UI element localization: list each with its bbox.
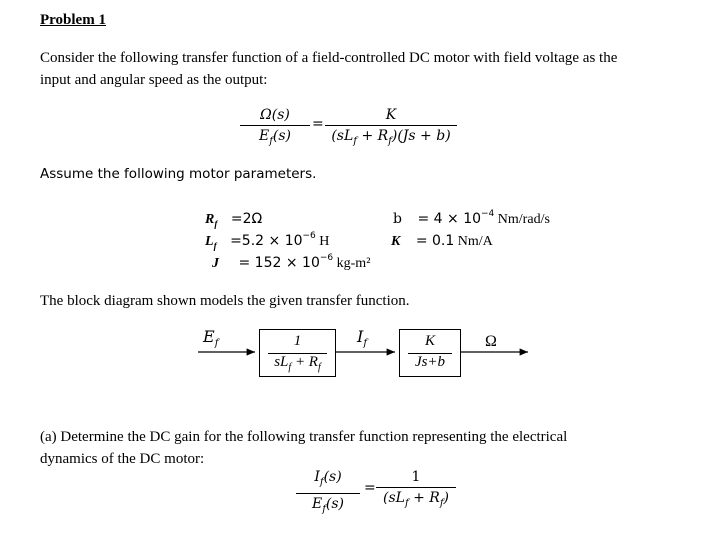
param-j: $J = 152 \times 10^{-6}$ kg-m² bbox=[212, 253, 371, 271]
input-label-ef: $E_f$ bbox=[203, 327, 219, 350]
tf1-numerator: Ω(s) bbox=[260, 107, 290, 123]
tf1-denominator: $E_f(s)$ bbox=[258, 128, 292, 147]
tf2-denominator: $E_f(s)$ bbox=[311, 495, 345, 515]
problem-title: Problem 1 bbox=[40, 12, 106, 28]
tf2-numerator: $I_f(s)$ bbox=[314, 469, 342, 488]
block1-denominator: $sL_f + R_f$ bbox=[274, 354, 321, 373]
intro-line-1: Consider the following transfer function of a field-controlled DC motor with field voltage as the bbox=[40, 50, 618, 66]
tf2-equals: = bbox=[364, 480, 376, 496]
param-b: $b = 4 \times 10^{-4}$ Nm/rad/s bbox=[393, 209, 550, 227]
tf1-rhs-numerator: K bbox=[385, 107, 397, 123]
tf2-rhs-denominator: $(sL_f + R_f)$ bbox=[383, 490, 449, 509]
tf1-equals: = bbox=[312, 116, 324, 132]
part-a-line-1: (a) Determine the DC gain for the following transfer function representing the electrical bbox=[40, 429, 568, 445]
block-diagram-text: The block diagram shown models the given transfer function. bbox=[40, 293, 410, 309]
output-label-omega: Ω bbox=[485, 333, 497, 350]
param-rf: $R_f =2\Omega$ bbox=[205, 211, 263, 229]
param-k: K = 0.1 Nm/A bbox=[391, 233, 493, 249]
block-electrical bbox=[259, 329, 336, 377]
tf1-rhs-denominator: $(sL_f + R_f)(Js + b)$ bbox=[331, 128, 451, 147]
block2-denominator: Js+b bbox=[414, 354, 446, 370]
assume-text: Assume the following motor parameters. bbox=[40, 166, 317, 182]
part-a-line-2: dynamics of the DC motor: bbox=[40, 451, 205, 467]
block2-numerator: K bbox=[424, 333, 435, 349]
block1-numerator: 1 bbox=[293, 333, 302, 349]
intro-line-2: input and angular speed as the output: bbox=[40, 72, 268, 88]
block-mechanical bbox=[399, 329, 461, 377]
tf2-rhs-numerator: 1 bbox=[411, 469, 421, 485]
param-lf: $L_f =5.2 \times 10^{-6}$ H bbox=[205, 231, 330, 251]
mid-label-if: $I_f$ bbox=[357, 327, 368, 350]
